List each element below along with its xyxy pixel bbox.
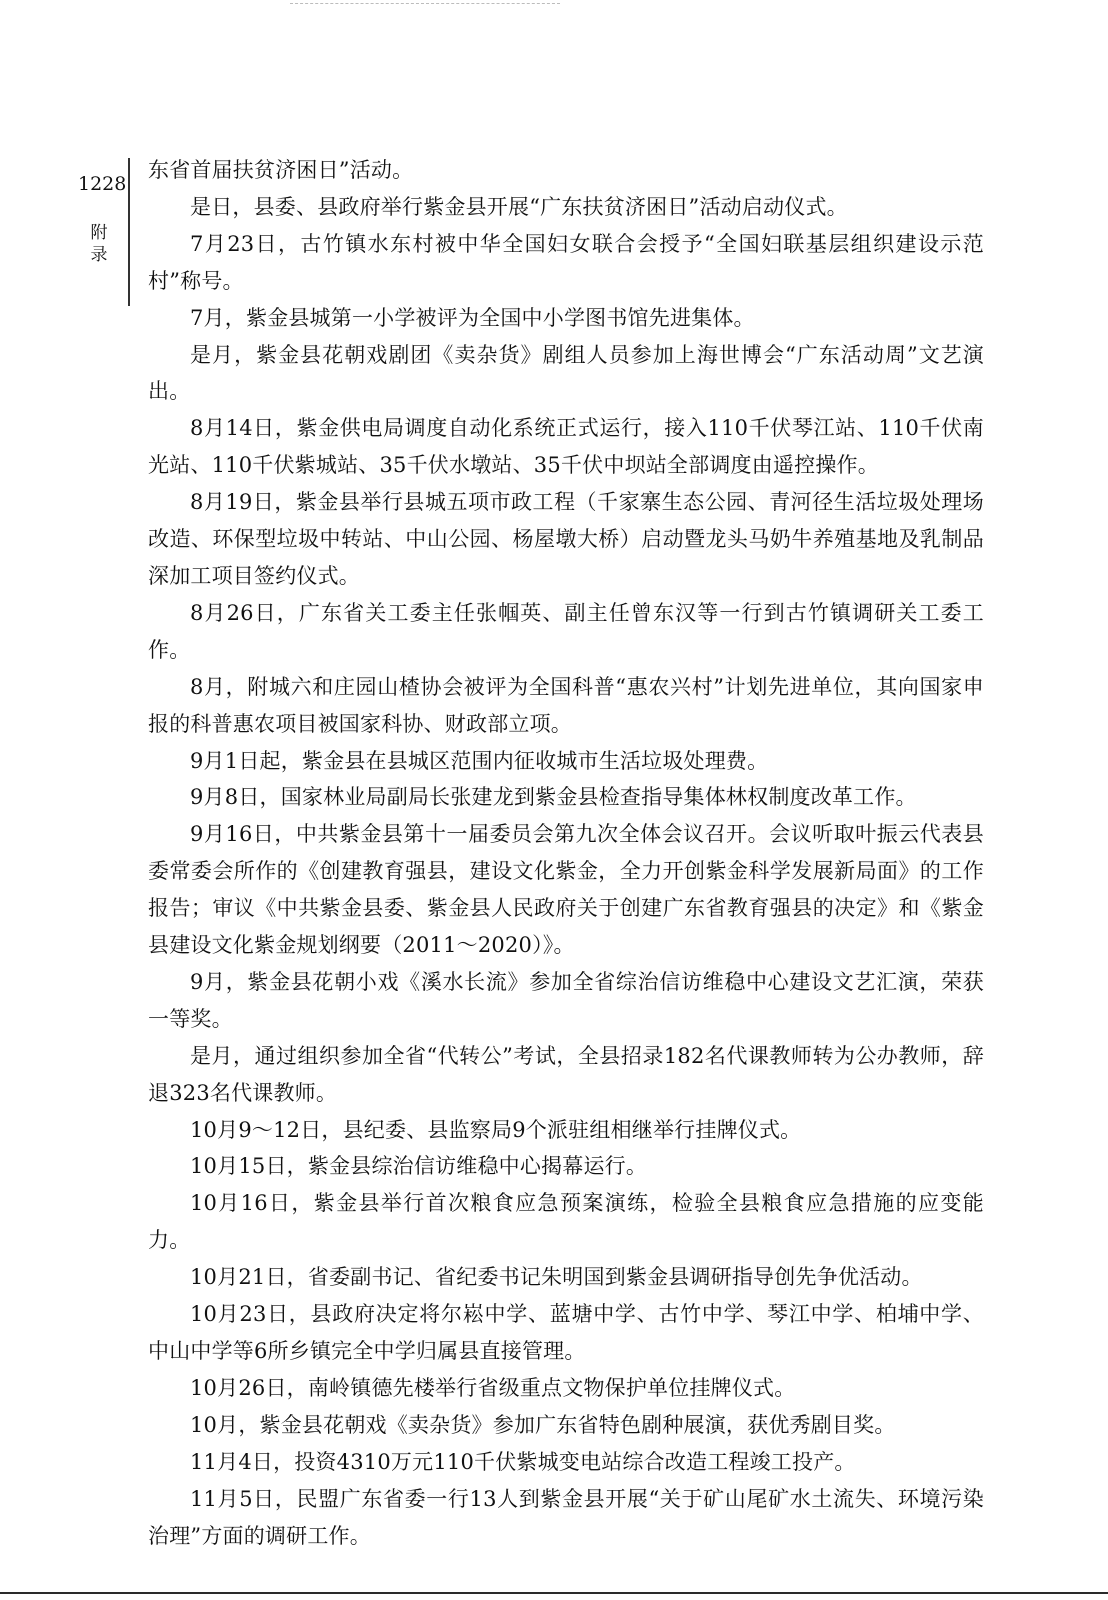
- chronicle-entry: 是月，通过组织参加全省“代转公”考试，全县招录182名代课教师转为公办教师，辞退323名代课教师。: [148, 1043, 984, 1105]
- chronicle-entry: 7月，紫金县城第一小学被评为全国中小学图书馆先进集体。: [190, 305, 755, 330]
- chronicle-entry: 8月19日，紫金县举行县城五项市政工程（千家寨生态公园、青河径生活垃圾处理场改造、环保型垃圾中转站、中山公园、杨屋墩大桥）启动暨龙头马奶牛养殖基地及乳制品深加工项目签约仪式。: [148, 490, 984, 588]
- chronicle-entry: 10月23日，县政府决定将尔崧中学、蓝塘中学、古竹中学、琴江中学、柏埔中学、中山中学等6所乡镇完全中学归属县直接管理。: [148, 1302, 984, 1363]
- section-tag: 附录: [90, 223, 108, 265]
- chronicle-entry: 7月23日，古竹镇水东村被中华全国妇女联合会授予“全国妇联基层组织建设示范村”称号。: [148, 231, 984, 293]
- chronicle-entry: 9月，紫金县花朝小戏《溪水长流》参加全省综治信访维稳中心建设文艺汇演，荣获一等奖。: [148, 969, 984, 1031]
- chronicle-entry: 10月21日，省委副书记、省纪委书记朱明国到紫金县调研指导创先争优活动。: [190, 1265, 923, 1290]
- chronicle-entry: 10月9～12日，县纪委、县监察局9个派驻组相继举行挂牌仪式。: [190, 1117, 802, 1142]
- chronicle-entry: 10月16日，紫金县举行首次粮食应急预案演练，检验全县粮食应急措施的应变能力。: [148, 1191, 984, 1253]
- chronicle-entry: 10月，紫金县花朝戏《卖杂货》参加广东省特色剧种展演，获优秀剧目奖。: [190, 1412, 896, 1437]
- chronicle-entry: 8月，附城六和庄园山楂协会被评为全国科普“惠农兴村”计划先进单位，其向国家申报的科普惠农项目被国家科协、财政部立项。: [148, 674, 984, 736]
- bottom-divider: [0, 1592, 1108, 1594]
- chronicle-entry: 东省首届扶贫济困日”活动。: [148, 158, 414, 182]
- chronicle-body: [148, 152, 984, 1554]
- page-number: 1228: [78, 173, 127, 195]
- chronicle-entry: 11月5日，民盟广东省委一行13人到紫金县开展“关于矿山尾矿水土流失、环境污染治理”方面的调研工作。: [148, 1486, 984, 1548]
- chronicle-entry: 是月，紫金县花朝戏剧团《卖杂货》剧组人员参加上海世博会“广东活动周”文艺演出。: [148, 342, 984, 404]
- chronicle-entry: 9月16日，中共紫金县第十一届委员会第九次全体会议召开。会议听取叶振云代表县委常委会所作的《创建教育强县，建设文化紫金，全力开创紫金科学发展新局面》的工作报告；审议《中共紫金县委、紫金县人民政府关于创建广东省教育强县的决定》和《紫金县建设文化紫金规划纲要（2011～2020）》。: [148, 822, 984, 958]
- top-divider: [290, 3, 560, 4]
- chronicle-entry: 9月1日起，紫金县在县城区范围内征收城市生活垃圾处理费。: [190, 748, 769, 773]
- chronicle-entry: 8月14日，紫金供电局调度自动化系统正式运行，接入110千伏琴江站、110千伏南光站、110千伏紫城站、35千伏水墩站、35千伏中坝站全部调度由遥控操作。: [148, 416, 984, 478]
- page-margin: [78, 172, 127, 266]
- chronicle-entry: 11月4日，投资4310万元110千伏紫城变电站综合改造工程竣工投产。: [190, 1449, 856, 1474]
- chronicle-entry: 8月26日，广东省关工委主任张帼英、副主任曾东汉等一行到古竹镇调研关工委工作。: [148, 600, 984, 662]
- chronicle-entry: 是日，县委、县政府举行紫金县开展“广东扶贫济困日”活动启动仪式。: [190, 194, 848, 219]
- chronicle-entry: 9月8日，国家林业局副局长张建龙到紫金县检查指导集体林权制度改革工作。: [190, 785, 917, 810]
- margin-divider: [128, 158, 130, 306]
- chronicle-entry: 10月15日，紫金县综治信访维稳中心揭幕运行。: [190, 1154, 648, 1179]
- chronicle-entry: 10月26日，南岭镇德先楼举行省级重点文物保护单位挂牌仪式。: [190, 1375, 796, 1400]
